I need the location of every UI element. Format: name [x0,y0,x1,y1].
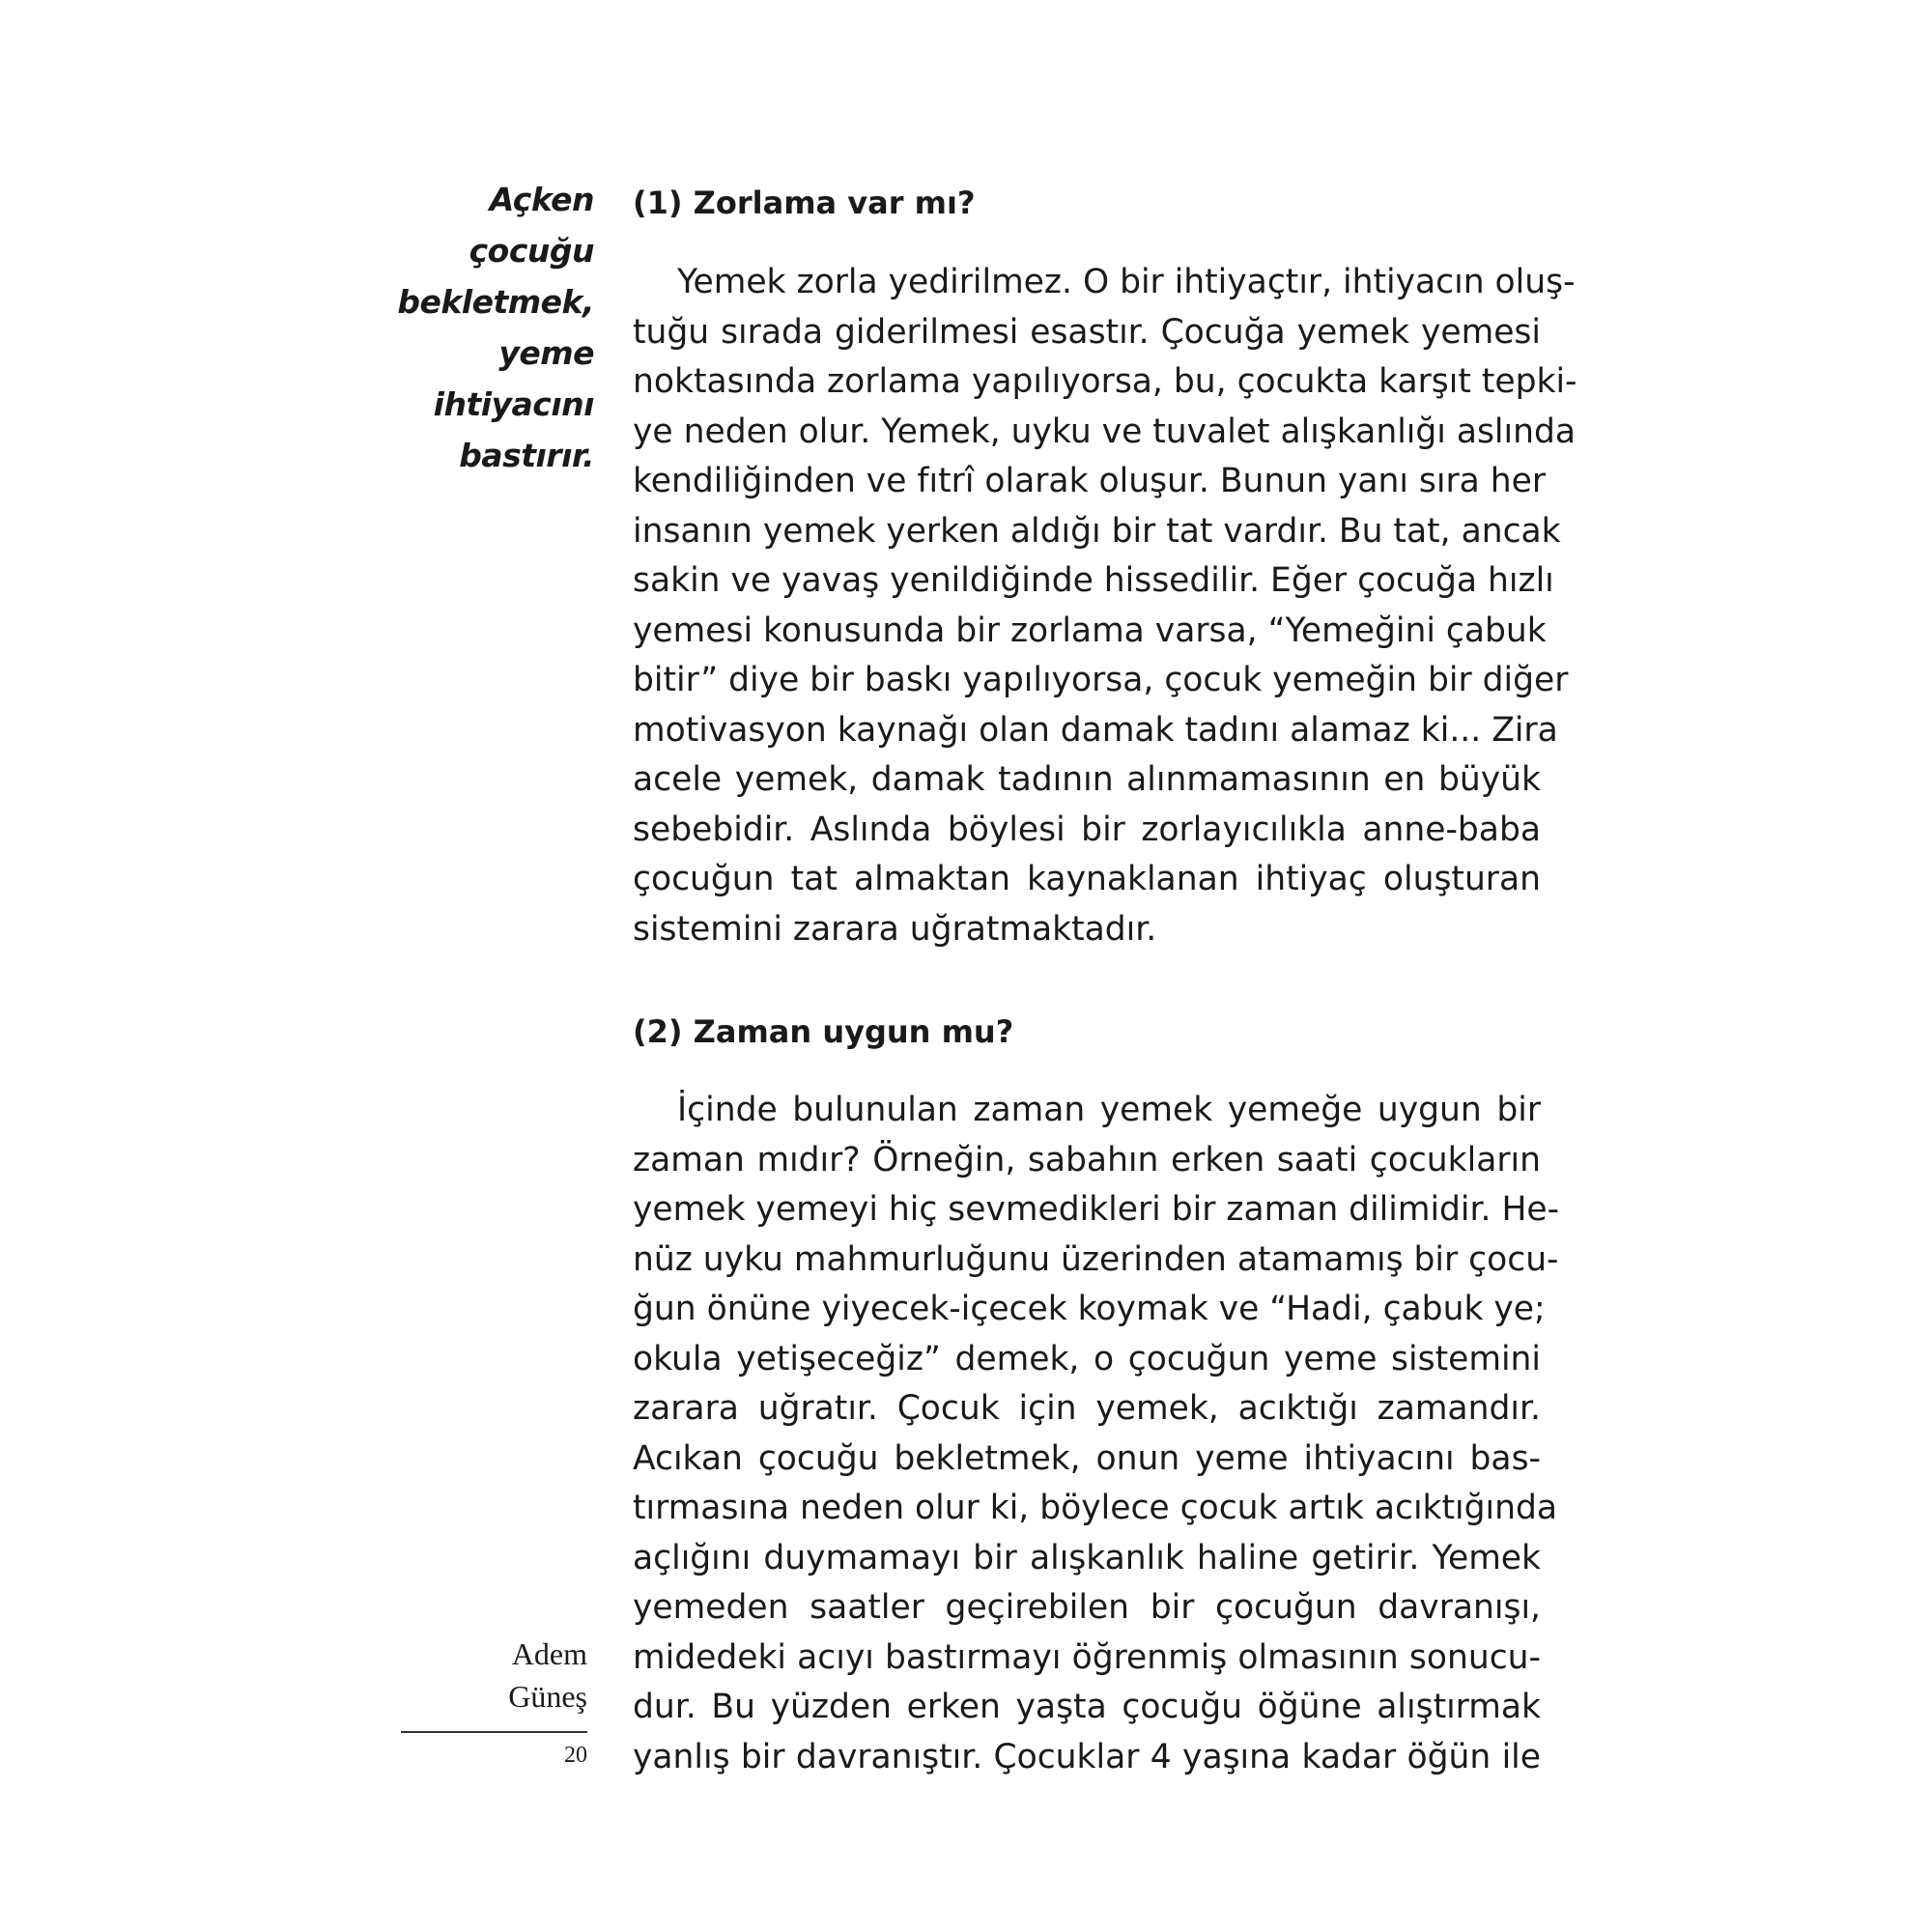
pull-quote-line: çocuğu [469,232,594,270]
paragraph-line: tırmasına neden olur ki, böylece çocuk artık acıktığında [633,1489,1558,1527]
paragraph-line: midedeki acıyı bastırmayı öğrenmiş olmasının sonucu- [633,1637,1541,1677]
paragraph-line: Acıkan çocuğu bekletmek, onun yeme ihtiyacını bas- [633,1438,1541,1478]
paragraph-line: yanlış bir davranıştır. Çocuklar 4 yaşına kadar öğün ile [633,1737,1541,1776]
author-last-name: Güneş [508,1679,587,1714]
paragraph-line: motivasyon kaynağı olan damak tadını alamaz ki... Zira [633,710,1558,750]
paragraph-line: yemesi konusunda bir zorlama varsa, “Yemeğini çabuk [633,611,1547,650]
paragraph-line: nüz uyku mahmurluğunu üzerinden atamamış bir çocu- [633,1239,1559,1279]
paragraph-line: noktasında zorlama yapılıyorsa, bu, çocukta karşıt tepki- [633,362,1577,401]
pull-quote-line: ihtiyacını [433,385,594,423]
paragraph-line: okula yetişeceğiz” demek, o çocuğun yeme sistemini [633,1339,1541,1378]
paragraph-line: ye neden olur. Yemek, uyku ve tuvalet alışkanlığı aslında [633,412,1577,451]
section-1-paragraph [633,258,1577,954]
pull-quote-line: bekletmek, [397,283,594,321]
paragraph-line: tuğu sırada giderilmesi esastır. Çocuğa yemek yemesi [633,312,1541,352]
paragraph-line: dur. Bu yüzden erken yaşta çocuğu öğüne alıştırmak [633,1688,1541,1726]
author-first-name: Adem [511,1636,587,1671]
pull-quote-line: Açken [489,181,594,218]
paragraph-line: Yemek zorla yedirilmez. O bir ihtiyaçtır, ihtiyacın oluş- [677,263,1576,301]
paragraph-line: bitir” diye bir baskı yapılıyorsa, çocuk yemeğin bir diğer [633,661,1569,699]
paragraph-line: ğun önüne yiyecek-içecek koymak ve “Hadi, çabuk ye; [633,1290,1546,1328]
section-2-paragraph [633,1086,1560,1782]
footer-divider [401,1731,587,1733]
paragraph-line: sakin ve yavaş yenildiğinde hissedilir. Eğer çocuğa hızlı [633,561,1554,600]
pull-quote [343,174,594,481]
paragraph-line: zaman mıdır? Örneğin, sabahın erken saati çocukların [633,1140,1541,1179]
paragraph-line: acele yemek, damak tadının alınmamasının en büyük [633,760,1541,799]
paragraph-line: açlığını duymamayı bir alışkanlık haline getirir. Yemek [633,1538,1541,1577]
paragraph-line: kendiliğinden ve fıtrî olarak oluşur. Bunun yanı sıra her [633,462,1547,500]
paragraph-line: sistemini zarara uğratmaktadır. [633,909,1157,949]
pull-quote-line: yeme [498,334,594,372]
pull-quote-line: bastırır. [459,437,594,474]
paragraph-line: yemek yemeyi hiç sevmedikleri bir zaman dilimidir. He- [633,1190,1560,1229]
section-2-heading: (2) Zaman uygun mu? [633,1013,1014,1050]
paragraph-line: yemeden saatler geçirebilen bir çocuğun davranışı, [633,1588,1541,1627]
section-1-heading: (1) Zorlama var mı? [633,185,976,221]
running-footer-author [508,1633,587,1718]
paragraph-line: İçinde bulunulan zaman yemek yemeğe uygun bir [677,1091,1541,1129]
paragraph-line: çocuğun tat almaktan kaynaklanan ihtiyaç oluşturan [633,860,1541,898]
page-number: 20 [564,1743,587,1768]
paragraph-line: zarara uğratır. Çocuk için yemek, acıktığı zamandır. [633,1389,1541,1428]
paragraph-line: insanın yemek yerken aldığı bir tat vardır. Bu tat, ancak [633,511,1561,551]
paragraph-line: sebebidir. Aslında böylesi bir zorlayıcılıkla anne-baba [633,810,1541,849]
